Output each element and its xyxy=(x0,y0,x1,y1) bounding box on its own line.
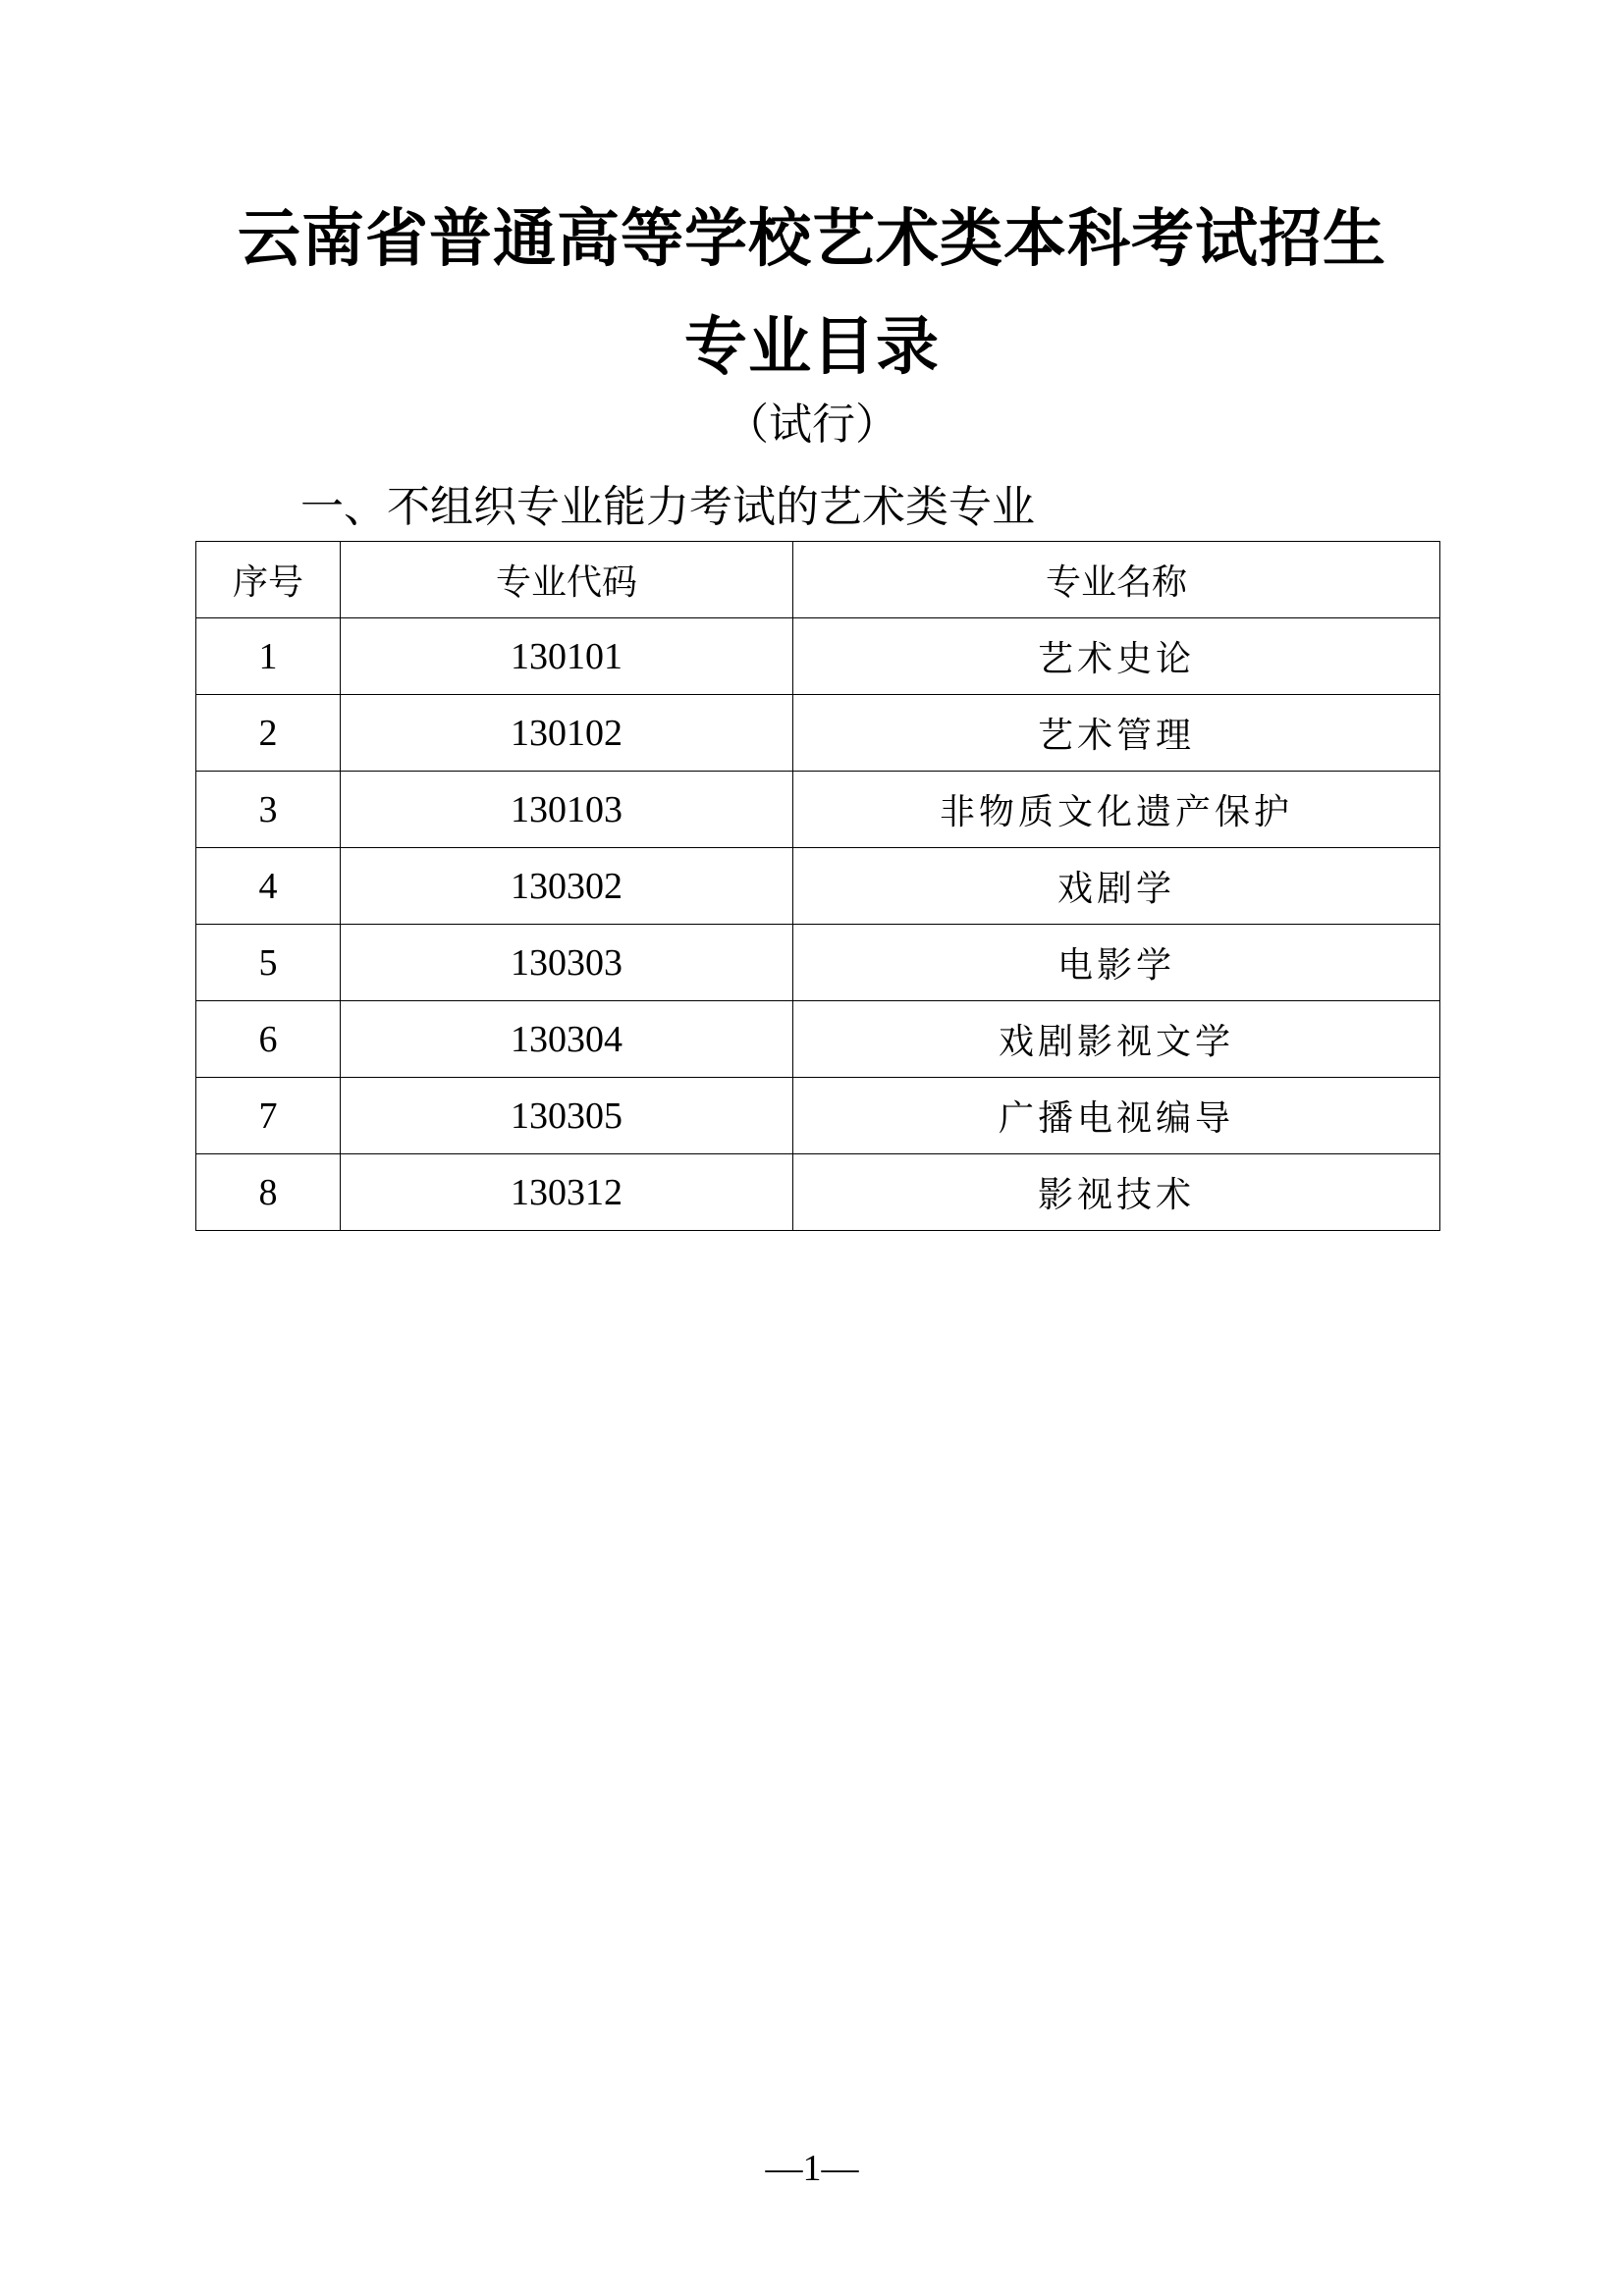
row-name: 戏剧影视文学 xyxy=(793,1001,1440,1078)
row-seq: 1 xyxy=(196,618,341,695)
row-name: 广播电视编导 xyxy=(793,1078,1440,1154)
row-seq: 2 xyxy=(196,695,341,772)
row-name: 电影学 xyxy=(793,925,1440,1001)
row-code: 130304 xyxy=(341,1001,793,1078)
table-row xyxy=(196,695,1440,772)
header-seq: 序号 xyxy=(196,542,341,618)
row-name: 艺术史论 xyxy=(793,618,1440,695)
row-seq: 6 xyxy=(196,1001,341,1078)
row-code: 130312 xyxy=(341,1154,793,1231)
majors-table xyxy=(195,541,1440,1231)
section-heading: 一、不组织专业能力考试的艺术类专业 xyxy=(300,482,1035,532)
row-code: 130102 xyxy=(341,695,793,772)
row-code: 130103 xyxy=(341,772,793,848)
table-row xyxy=(196,1078,1440,1154)
header-code: 专业代码 xyxy=(341,542,793,618)
row-code: 130305 xyxy=(341,1078,793,1154)
table-row xyxy=(196,1154,1440,1231)
row-code: 130101 xyxy=(341,618,793,695)
table-row xyxy=(196,772,1440,848)
document-title-line-1: 云南省普通高等学校艺术类本科考试招生 xyxy=(238,202,1386,276)
row-name: 影视技术 xyxy=(793,1154,1440,1231)
table-row xyxy=(196,618,1440,695)
row-code: 130302 xyxy=(341,848,793,925)
page-number: —1— xyxy=(765,2148,859,2189)
row-seq: 8 xyxy=(196,1154,341,1231)
table-row xyxy=(196,848,1440,925)
document-title-line-2: 专业目录 xyxy=(684,310,940,384)
row-name: 艺术管理 xyxy=(793,695,1440,772)
document-subtitle: （试行） xyxy=(726,400,898,450)
row-seq: 4 xyxy=(196,848,341,925)
row-seq: 7 xyxy=(196,1078,341,1154)
table-row xyxy=(196,925,1440,1001)
row-name: 非物质文化遗产保护 xyxy=(793,772,1440,848)
header-name: 专业名称 xyxy=(793,542,1440,618)
row-seq: 3 xyxy=(196,772,341,848)
row-name: 戏剧学 xyxy=(793,848,1440,925)
table-header-row xyxy=(196,542,1440,618)
row-seq: 5 xyxy=(196,925,341,1001)
row-code: 130303 xyxy=(341,925,793,1001)
table-row xyxy=(196,1001,1440,1078)
